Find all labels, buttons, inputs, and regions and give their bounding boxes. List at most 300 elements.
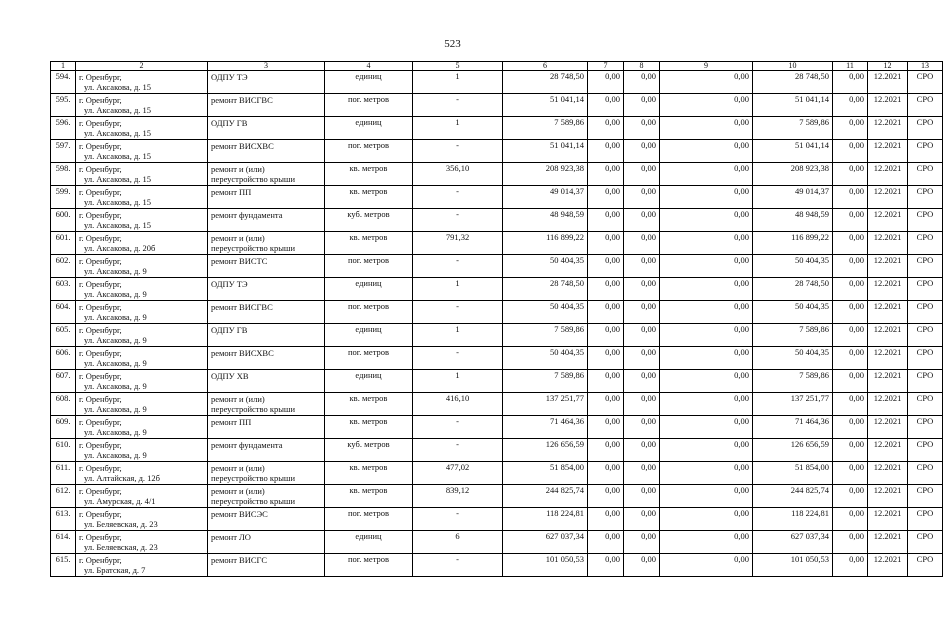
unit-cell: куб. метров: [325, 209, 413, 232]
amount-col10-cell: 208 923,38: [753, 163, 833, 186]
work-type-line: ремонт и (или): [211, 463, 265, 473]
amount-col8-cell: 0,00: [624, 393, 660, 416]
funding-source-cell: СРО: [908, 393, 943, 416]
completion-date-cell: 12.2021: [868, 94, 908, 117]
address-cell: [76, 347, 208, 370]
completion-date-cell: 12.2021: [868, 301, 908, 324]
amount-col10-cell: 50 404,35: [753, 301, 833, 324]
funding-source-cell: СРО: [908, 117, 943, 140]
quantity-cell: -: [413, 554, 503, 577]
address-street: ул. Аксакова, д. 15: [84, 128, 152, 138]
amount-col10-cell: 49 014,37: [753, 186, 833, 209]
table-row: [51, 140, 943, 163]
table-row: [51, 186, 943, 209]
address-street: ул. Аксакова, д. 15: [84, 197, 152, 207]
column-number-header: 5: [413, 62, 503, 71]
amount-col7-cell: 0,00: [588, 370, 624, 393]
amount-col8-cell: 0,00: [624, 462, 660, 485]
address-city: г. Оренбург,: [79, 72, 122, 82]
work-type-line: ремонт ПП: [211, 187, 252, 197]
work-type-cell: [208, 347, 325, 370]
completion-date-cell: 12.2021: [868, 531, 908, 554]
registry-table: [50, 61, 943, 577]
address-street: ул. Аксакова, д. 15: [84, 220, 152, 230]
work-type-cell: [208, 531, 325, 554]
row-number-cell: 594.: [51, 71, 76, 94]
completion-date-cell: 12.2021: [868, 140, 908, 163]
unit-cell: кв. метров: [325, 485, 413, 508]
amount-col11-cell: 0,00: [833, 71, 868, 94]
amount-col7-cell: 0,00: [588, 71, 624, 94]
address-street: ул. Аксакова, д. 20б: [84, 243, 156, 253]
amount-col10-cell: 118 224,81: [753, 508, 833, 531]
table-row: [51, 71, 943, 94]
quantity-cell: -: [413, 186, 503, 209]
completion-date-cell: 12.2021: [868, 186, 908, 209]
amount-col7-cell: 0,00: [588, 209, 624, 232]
amount-col11-cell: 0,00: [833, 416, 868, 439]
address-cell: [76, 301, 208, 324]
column-number-header: 13: [908, 62, 943, 71]
work-type-cell: [208, 71, 325, 94]
column-number-header: 3: [208, 62, 325, 71]
work-type-cell: [208, 370, 325, 393]
work-type-line: ремонт и (или): [211, 394, 265, 404]
amount-col7-cell: 0,00: [588, 232, 624, 255]
address-city: г. Оренбург,: [79, 532, 122, 542]
amount-col8-cell: 0,00: [624, 140, 660, 163]
table-row: [51, 508, 943, 531]
work-type-cell: [208, 393, 325, 416]
amount-col7-cell: 0,00: [588, 554, 624, 577]
cost-cell: 126 656,59: [503, 439, 588, 462]
cost-cell: 51 854,00: [503, 462, 588, 485]
unit-cell: пог. метров: [325, 255, 413, 278]
amount-col8-cell: 0,00: [624, 531, 660, 554]
column-number-header: 4: [325, 62, 413, 71]
completion-date-cell: 12.2021: [868, 439, 908, 462]
amount-col11-cell: 0,00: [833, 163, 868, 186]
address-cell: [76, 508, 208, 531]
address-cell: [76, 209, 208, 232]
unit-cell: пог. метров: [325, 347, 413, 370]
amount-col7-cell: 0,00: [588, 393, 624, 416]
amount-col9-cell: 0,00: [660, 94, 753, 117]
amount-col11-cell: 0,00: [833, 439, 868, 462]
amount-col9-cell: 0,00: [660, 370, 753, 393]
unit-cell: единиц: [325, 324, 413, 347]
amount-col9-cell: 0,00: [660, 71, 753, 94]
amount-col8-cell: 0,00: [624, 347, 660, 370]
address-city: г. Оренбург,: [79, 348, 122, 358]
address-street: ул. Аксакова, д. 9: [84, 404, 147, 414]
address-street: ул. Аксакова, д. 9: [84, 427, 147, 437]
table-body: [51, 71, 943, 577]
address-city: г. Оренбург,: [79, 279, 122, 289]
work-type-line: ОДПУ ХВ: [211, 371, 249, 381]
amount-col10-cell: 7 589,86: [753, 370, 833, 393]
amount-col10-cell: 244 825,74: [753, 485, 833, 508]
funding-source-cell: СРО: [908, 439, 943, 462]
cost-cell: 71 464,36: [503, 416, 588, 439]
work-type-cell: [208, 485, 325, 508]
table-row: [51, 209, 943, 232]
funding-source-cell: СРО: [908, 278, 943, 301]
work-type-line: переустройство крыши: [211, 404, 296, 414]
completion-date-cell: 12.2021: [868, 71, 908, 94]
unit-cell: кв. метров: [325, 462, 413, 485]
address-cell: [76, 485, 208, 508]
quantity-cell: -: [413, 416, 503, 439]
funding-source-cell: СРО: [908, 140, 943, 163]
amount-col8-cell: 0,00: [624, 370, 660, 393]
address-street: ул. Аксакова, д. 9: [84, 358, 147, 368]
completion-date-cell: 12.2021: [868, 209, 908, 232]
work-type-line: переустройство крыши: [211, 174, 296, 184]
work-type-line: ремонт ВИСТС: [211, 256, 268, 266]
table-row: [51, 232, 943, 255]
table-row: [51, 531, 943, 554]
address-cell: [76, 393, 208, 416]
address-street: ул. Аксакова, д. 9: [84, 289, 147, 299]
table-row: [51, 163, 943, 186]
work-type-cell: [208, 324, 325, 347]
amount-col11-cell: 0,00: [833, 347, 868, 370]
column-number-header: 9: [660, 62, 753, 71]
completion-date-cell: 12.2021: [868, 163, 908, 186]
amount-col11-cell: 0,00: [833, 186, 868, 209]
funding-source-cell: СРО: [908, 186, 943, 209]
amount-col11-cell: 0,00: [833, 117, 868, 140]
amount-col11-cell: 0,00: [833, 324, 868, 347]
row-number-cell: 596.: [51, 117, 76, 140]
address-city: г. Оренбург,: [79, 256, 122, 266]
cost-cell: 7 589,86: [503, 117, 588, 140]
row-number-cell: 601.: [51, 232, 76, 255]
work-type-cell: [208, 140, 325, 163]
column-number-header: 1: [51, 62, 76, 71]
work-type-line: ОДПУ ГВ: [211, 118, 248, 128]
quantity-cell: 791,32: [413, 232, 503, 255]
unit-cell: кв. метров: [325, 393, 413, 416]
quantity-cell: -: [413, 94, 503, 117]
cost-cell: 7 589,86: [503, 324, 588, 347]
amount-col7-cell: 0,00: [588, 94, 624, 117]
unit-cell: кв. метров: [325, 416, 413, 439]
work-type-line: ремонт и (или): [211, 164, 265, 174]
cost-cell: 49 014,37: [503, 186, 588, 209]
unit-cell: кв. метров: [325, 163, 413, 186]
amount-col8-cell: 0,00: [624, 209, 660, 232]
table-row: [51, 324, 943, 347]
quantity-cell: -: [413, 301, 503, 324]
work-type-cell: [208, 301, 325, 324]
work-type-cell: [208, 554, 325, 577]
quantity-cell: -: [413, 508, 503, 531]
table-row: [51, 485, 943, 508]
amount-col11-cell: 0,00: [833, 508, 868, 531]
amount-col9-cell: 0,00: [660, 301, 753, 324]
quantity-cell: 1: [413, 71, 503, 94]
row-number-cell: 609.: [51, 416, 76, 439]
table-row: [51, 255, 943, 278]
amount-col8-cell: 0,00: [624, 186, 660, 209]
address-cell: [76, 278, 208, 301]
work-type-line: ремонт ВИСГВС: [211, 95, 273, 105]
row-number-cell: 606.: [51, 347, 76, 370]
column-number-header: 6: [503, 62, 588, 71]
amount-col8-cell: 0,00: [624, 439, 660, 462]
address-cell: [76, 554, 208, 577]
work-type-cell: [208, 209, 325, 232]
address-city: г. Оренбург,: [79, 440, 122, 450]
amount-col10-cell: 101 050,53: [753, 554, 833, 577]
work-type-line: ремонт ПП: [211, 417, 252, 427]
amount-col7-cell: 0,00: [588, 416, 624, 439]
address-cell: [76, 71, 208, 94]
funding-source-cell: СРО: [908, 94, 943, 117]
table-row: [51, 347, 943, 370]
completion-date-cell: 12.2021: [868, 554, 908, 577]
amount-col8-cell: 0,00: [624, 255, 660, 278]
work-type-line: ремонт ВИСГВС: [211, 302, 273, 312]
unit-cell: куб. метров: [325, 439, 413, 462]
quantity-cell: -: [413, 140, 503, 163]
row-number-cell: 612.: [51, 485, 76, 508]
work-type-line: ремонт ВИСХВС: [211, 141, 274, 151]
table-row: [51, 370, 943, 393]
address-city: г. Оренбург,: [79, 509, 122, 519]
address-city: г. Оренбург,: [79, 417, 122, 427]
work-type-line: ОДПУ ГВ: [211, 325, 248, 335]
amount-col10-cell: 71 464,36: [753, 416, 833, 439]
amount-col8-cell: 0,00: [624, 117, 660, 140]
quantity-cell: -: [413, 439, 503, 462]
unit-cell: единиц: [325, 117, 413, 140]
address-cell: [76, 140, 208, 163]
funding-source-cell: СРО: [908, 554, 943, 577]
amount-col7-cell: 0,00: [588, 485, 624, 508]
address-city: г. Оренбург,: [79, 233, 122, 243]
cost-cell: 627 037,34: [503, 531, 588, 554]
amount-col9-cell: 0,00: [660, 393, 753, 416]
funding-source-cell: СРО: [908, 232, 943, 255]
completion-date-cell: 12.2021: [868, 416, 908, 439]
work-type-line: ремонт ЛО: [211, 532, 251, 542]
amount-col8-cell: 0,00: [624, 485, 660, 508]
funding-source-cell: СРО: [908, 163, 943, 186]
table-row: [51, 416, 943, 439]
funding-source-cell: СРО: [908, 71, 943, 94]
address-city: г. Оренбург,: [79, 486, 122, 496]
amount-col8-cell: 0,00: [624, 278, 660, 301]
address-street: ул. Аксакова, д. 9: [84, 450, 147, 460]
cost-cell: 50 404,35: [503, 301, 588, 324]
completion-date-cell: 12.2021: [868, 324, 908, 347]
table-row: [51, 94, 943, 117]
amount-col11-cell: 0,00: [833, 255, 868, 278]
work-type-line: ремонт ВИСЭС: [211, 509, 268, 519]
address-city: г. Оренбург,: [79, 95, 122, 105]
row-number-cell: 608.: [51, 393, 76, 416]
table-row: [51, 117, 943, 140]
amount-col8-cell: 0,00: [624, 71, 660, 94]
amount-col11-cell: 0,00: [833, 140, 868, 163]
cost-cell: 244 825,74: [503, 485, 588, 508]
amount-col8-cell: 0,00: [624, 94, 660, 117]
cost-cell: 208 923,38: [503, 163, 588, 186]
cost-cell: 28 748,50: [503, 278, 588, 301]
row-number-cell: 600.: [51, 209, 76, 232]
cost-cell: 101 050,53: [503, 554, 588, 577]
cost-cell: 48 948,59: [503, 209, 588, 232]
table-row: [51, 278, 943, 301]
amount-col7-cell: 0,00: [588, 508, 624, 531]
work-type-cell: [208, 94, 325, 117]
quantity-cell: -: [413, 347, 503, 370]
amount-col11-cell: 0,00: [833, 462, 868, 485]
unit-cell: единиц: [325, 531, 413, 554]
address-street: ул. Аксакова, д. 9: [84, 335, 147, 345]
amount-col10-cell: 137 251,77: [753, 393, 833, 416]
table-row: [51, 439, 943, 462]
row-number-cell: 613.: [51, 508, 76, 531]
address-city: г. Оренбург,: [79, 555, 122, 565]
cost-cell: 7 589,86: [503, 370, 588, 393]
address-cell: [76, 186, 208, 209]
amount-col9-cell: 0,00: [660, 117, 753, 140]
amount-col8-cell: 0,00: [624, 416, 660, 439]
amount-col10-cell: 50 404,35: [753, 255, 833, 278]
address-city: г. Оренбург,: [79, 371, 122, 381]
work-type-cell: [208, 117, 325, 140]
funding-source-cell: СРО: [908, 301, 943, 324]
column-number-header: 12: [868, 62, 908, 71]
work-type-cell: [208, 439, 325, 462]
amount-col10-cell: 48 948,59: [753, 209, 833, 232]
funding-source-cell: СРО: [908, 347, 943, 370]
amount-col10-cell: 116 899,22: [753, 232, 833, 255]
address-street: ул. Аксакова, д. 15: [84, 82, 152, 92]
cost-cell: 51 041,14: [503, 140, 588, 163]
quantity-cell: -: [413, 255, 503, 278]
unit-cell: кв. метров: [325, 232, 413, 255]
unit-cell: пог. метров: [325, 554, 413, 577]
amount-col7-cell: 0,00: [588, 462, 624, 485]
amount-col10-cell: 7 589,86: [753, 324, 833, 347]
address-street: ул. Беляевская, д. 23: [84, 542, 158, 552]
funding-source-cell: СРО: [908, 485, 943, 508]
address-street: ул. Аксакова, д. 9: [84, 266, 147, 276]
row-number-cell: 615.: [51, 554, 76, 577]
column-number-header: 8: [624, 62, 660, 71]
completion-date-cell: 12.2021: [868, 370, 908, 393]
amount-col7-cell: 0,00: [588, 324, 624, 347]
column-number-header: 10: [753, 62, 833, 71]
work-type-cell: [208, 416, 325, 439]
amount-col11-cell: 0,00: [833, 554, 868, 577]
column-number-header: 7: [588, 62, 624, 71]
work-type-cell: [208, 163, 325, 186]
amount-col11-cell: 0,00: [833, 370, 868, 393]
amount-col10-cell: 51 854,00: [753, 462, 833, 485]
amount-col8-cell: 0,00: [624, 554, 660, 577]
table-row: [51, 301, 943, 324]
unit-cell: единиц: [325, 71, 413, 94]
work-type-cell: [208, 255, 325, 278]
quantity-cell: 6: [413, 531, 503, 554]
address-city: г. Оренбург,: [79, 394, 122, 404]
funding-source-cell: СРО: [908, 416, 943, 439]
amount-col11-cell: 0,00: [833, 209, 868, 232]
table-header: [51, 62, 943, 71]
work-type-line: ремонт и (или): [211, 233, 265, 243]
address-street: ул. Аксакова, д. 15: [84, 105, 152, 115]
amount-col8-cell: 0,00: [624, 163, 660, 186]
work-type-line: ОДПУ ТЭ: [211, 72, 248, 82]
quantity-cell: 839,12: [413, 485, 503, 508]
work-type-line: переустройство крыши: [211, 473, 296, 483]
amount-col7-cell: 0,00: [588, 301, 624, 324]
unit-cell: пог. метров: [325, 301, 413, 324]
amount-col7-cell: 0,00: [588, 140, 624, 163]
cost-cell: 137 251,77: [503, 393, 588, 416]
cost-cell: 28 748,50: [503, 71, 588, 94]
completion-date-cell: 12.2021: [868, 508, 908, 531]
page-number: 523: [444, 38, 461, 50]
address-cell: [76, 324, 208, 347]
address-city: г. Оренбург,: [79, 164, 122, 174]
table-row: [51, 393, 943, 416]
row-number-cell: 610.: [51, 439, 76, 462]
completion-date-cell: 12.2021: [868, 347, 908, 370]
amount-col9-cell: 0,00: [660, 209, 753, 232]
amount-col11-cell: 0,00: [833, 94, 868, 117]
address-cell: [76, 163, 208, 186]
address-street: ул. Аксакова, д. 15: [84, 174, 152, 184]
amount-col7-cell: 0,00: [588, 439, 624, 462]
completion-date-cell: 12.2021: [868, 278, 908, 301]
amount-col9-cell: 0,00: [660, 140, 753, 163]
cost-cell: 51 041,14: [503, 94, 588, 117]
amount-col9-cell: 0,00: [660, 531, 753, 554]
column-number-header: 2: [76, 62, 208, 71]
address-cell: [76, 462, 208, 485]
funding-source-cell: СРО: [908, 531, 943, 554]
address-street: ул. Аксакова, д. 15: [84, 151, 152, 161]
amount-col9-cell: 0,00: [660, 485, 753, 508]
cost-cell: 116 899,22: [503, 232, 588, 255]
address-street: ул. Беляевская, д. 23: [84, 519, 158, 529]
work-type-cell: [208, 278, 325, 301]
work-type-cell: [208, 462, 325, 485]
amount-col9-cell: 0,00: [660, 439, 753, 462]
row-number-cell: 614.: [51, 531, 76, 554]
amount-col7-cell: 0,00: [588, 278, 624, 301]
funding-source-cell: СРО: [908, 462, 943, 485]
work-type-line: ОДПУ ТЭ: [211, 279, 248, 289]
column-number-row: [51, 62, 943, 71]
address-city: г. Оренбург,: [79, 463, 122, 473]
address-city: г. Оренбург,: [79, 141, 122, 151]
quantity-cell: 1: [413, 117, 503, 140]
amount-col8-cell: 0,00: [624, 324, 660, 347]
completion-date-cell: 12.2021: [868, 462, 908, 485]
quantity-cell: -: [413, 209, 503, 232]
funding-source-cell: СРО: [908, 324, 943, 347]
completion-date-cell: 12.2021: [868, 117, 908, 140]
work-type-line: ремонт фундамента: [211, 440, 283, 450]
